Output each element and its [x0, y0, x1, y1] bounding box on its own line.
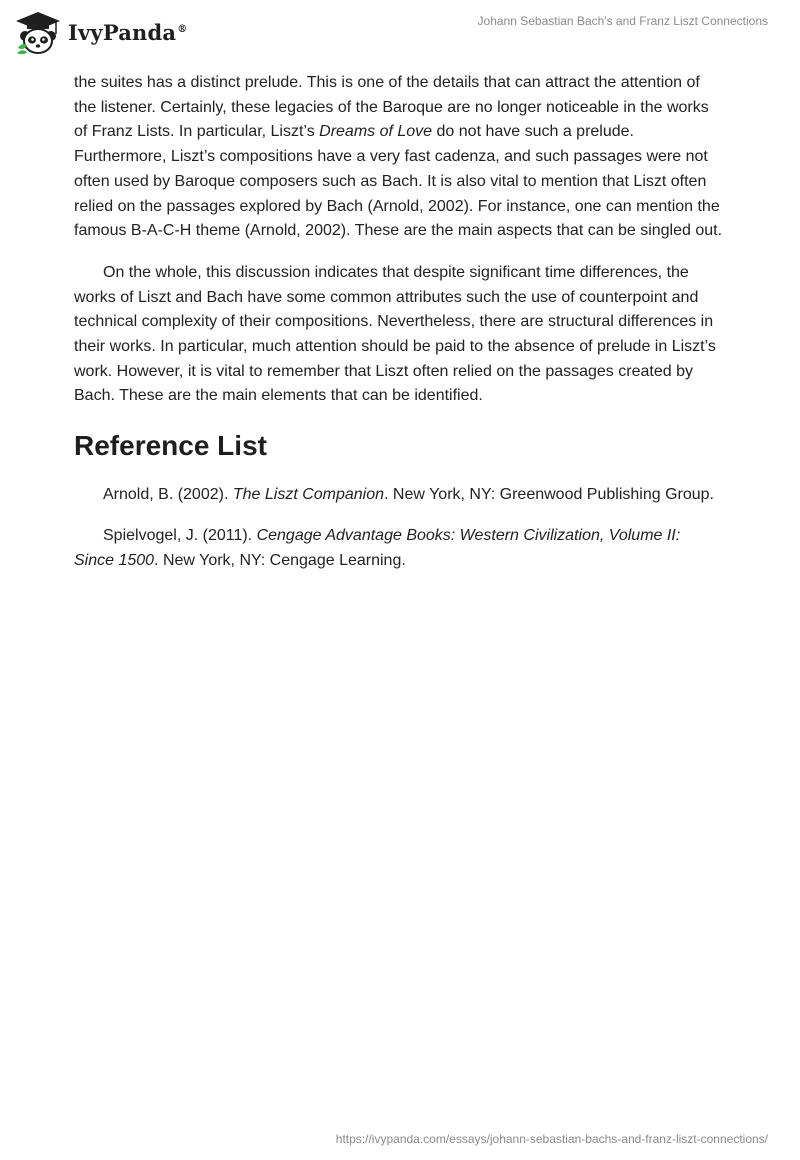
work-title-italic: Dreams of Love: [319, 123, 433, 141]
panda-graduate-icon: [14, 10, 62, 54]
ivypanda-logo[interactable]: [14, 10, 187, 54]
document-body: [74, 71, 724, 589]
paragraph-1: the suites has a distinct prelude. This is one of the details that can attract the attention of the listener. Certainly, these legacies of the Baroque are no longer noticeable in the works of Franz Lists. In particular, Liszt’s Dreams of Love do not have such a prelude. Furthermore, Liszt’s compositions have a very fast cadenza, and such passages were not often used by Baroque composers such as Bach. It is also vital to mention that Liszt often relied on the passages explored by Bach (Arnold, 2002). For instance, one can mention the famous B-A-C-H theme (Arnold, 2002). These are the main aspects that can be singled out.: [74, 74, 723, 240]
reference-item: Arnold, B. (2002). The Liszt Companion. New York, NY: Greenwood Publishing Group.: [103, 486, 714, 504]
page-header: [0, 0, 800, 70]
reference-list-heading: Reference List: [74, 430, 267, 462]
reference-item: Spielvogel, J. (2011). Cengage Advantage Books: Western Civilization, Volume II: Since 1500. New York, NY: Cengage Learning.: [74, 526, 681, 569]
paragraph-2: On the whole, this discussion indicates that despite significant time differences, the works of Liszt and Bach have some common attributes such the use of counterpoint and technical complexity of their compositions. Nevertheless, there are structural differences in their works. In particular, much attention should be paid to the absence of prelude in Liszt’s work. However, it is vital to remember that Liszt often relied on the passages created by Bach. These are the main elements that can be identified.: [74, 263, 716, 405]
source-url[interactable]: https://ivypanda.com/essays/johann-sebastian-bachs-and-franz-liszt-connections/: [335, 1132, 768, 1146]
document-title: Johann Sebastian Bach's and Franz Liszt Connections: [477, 14, 768, 28]
brand-name: IvyPanda®: [68, 19, 188, 45]
